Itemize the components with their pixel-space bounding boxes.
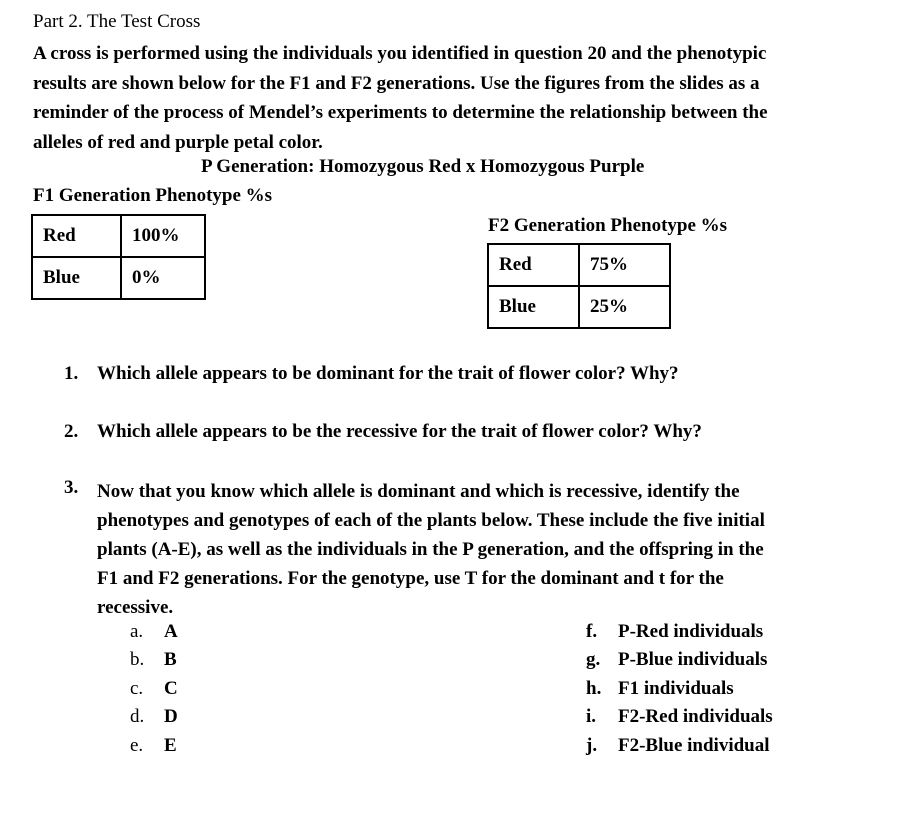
sub-item-letter: h. bbox=[586, 678, 602, 699]
question-line: recessive. bbox=[97, 597, 174, 618]
question-number: 2. bbox=[64, 421, 79, 442]
question-number: 1. bbox=[64, 363, 79, 384]
sub-item bbox=[130, 678, 178, 700]
f1-phenotype-table bbox=[31, 214, 206, 300]
phenotype-label-cell: Blue bbox=[488, 286, 579, 328]
table-row bbox=[488, 244, 670, 286]
question-text bbox=[97, 477, 765, 622]
sub-item bbox=[586, 706, 773, 728]
table-row bbox=[32, 215, 205, 257]
sub-item-text: C bbox=[164, 678, 178, 699]
sub-item-text: P-Blue individuals bbox=[618, 649, 768, 670]
question-line: F1 and F2 generations. For the genotype, use T for the dominant and t for the bbox=[97, 568, 724, 589]
sub-item bbox=[586, 678, 734, 700]
sub-item-letter: c. bbox=[130, 678, 144, 699]
question-number: 3. bbox=[64, 477, 79, 498]
sub-item-text: E bbox=[164, 735, 177, 756]
question-text: Which allele appears to be the recessive for the trait of flower color? Why? bbox=[97, 421, 702, 442]
sub-item-letter: i. bbox=[586, 706, 597, 727]
phenotype-percent-cell: 75% bbox=[579, 244, 670, 286]
intro-line: A cross is performed using the individuals you identified in question 20 and the phenotypic bbox=[33, 43, 767, 64]
p-generation-caption: P Generation: Homozygous Red x Homozygous Purple bbox=[201, 156, 645, 177]
sub-item bbox=[130, 735, 177, 757]
section-title: Part 2. The Test Cross bbox=[33, 11, 201, 32]
sub-item-letter: b. bbox=[130, 649, 145, 670]
intro-line: reminder of the process of Mendel’s experiments to determine the relationship between the bbox=[33, 102, 768, 124]
sub-item-letter: e. bbox=[130, 735, 144, 756]
sub-item-letter: d. bbox=[130, 706, 145, 727]
phenotype-label-cell: Red bbox=[32, 215, 121, 257]
f2-table-heading: F2 Generation Phenotype %s bbox=[488, 215, 728, 236]
f2-phenotype-table bbox=[487, 243, 671, 329]
sub-item-letter: a. bbox=[130, 621, 144, 642]
question-text: Which allele appears to be dominant for the trait of flower color? Why? bbox=[97, 363, 679, 384]
f1-table-heading: F1 Generation Phenotype %s bbox=[33, 185, 273, 206]
sub-item bbox=[586, 621, 763, 643]
table-row bbox=[488, 286, 670, 328]
phenotype-label-cell: Red bbox=[488, 244, 579, 286]
intro-paragraph bbox=[33, 39, 883, 157]
sub-item-text: B bbox=[164, 649, 177, 670]
table-row bbox=[32, 257, 205, 299]
phenotype-percent-cell: 100% bbox=[121, 215, 205, 257]
sub-item-text: F1 individuals bbox=[618, 678, 734, 699]
sub-item bbox=[130, 621, 178, 643]
sub-item-text: F2-Blue individual bbox=[618, 735, 770, 756]
phenotype-percent-cell: 25% bbox=[579, 286, 670, 328]
sub-item-letter: j. bbox=[586, 735, 598, 756]
sub-item-letter: g. bbox=[586, 649, 601, 670]
question-line: plants (A-E), as well as the individuals in the P generation, and the offspring in the bbox=[97, 539, 764, 560]
intro-line: alleles of red and purple petal color. bbox=[33, 131, 323, 153]
sub-item bbox=[130, 649, 177, 671]
sub-item bbox=[130, 706, 178, 728]
sub-item-text: D bbox=[164, 706, 178, 727]
phenotype-label-cell: Blue bbox=[32, 257, 121, 299]
question-line: phenotypes and genotypes of each of the plants below. These include the five initial bbox=[97, 510, 765, 531]
sub-item-text: A bbox=[164, 621, 178, 642]
phenotype-percent-cell: 0% bbox=[121, 257, 205, 299]
sub-item-text: F2-Red individuals bbox=[618, 706, 773, 727]
intro-line: results are shown below for the F1 and F2 generations. Use the figures from the slides as a bbox=[33, 72, 760, 94]
sub-item-text: P-Red individuals bbox=[618, 621, 764, 642]
sub-item bbox=[586, 649, 767, 671]
sub-item-letter: f. bbox=[586, 621, 598, 642]
question-line: Now that you know which allele is dominant and which is recessive, identify the bbox=[97, 481, 740, 502]
sub-item bbox=[586, 735, 770, 757]
